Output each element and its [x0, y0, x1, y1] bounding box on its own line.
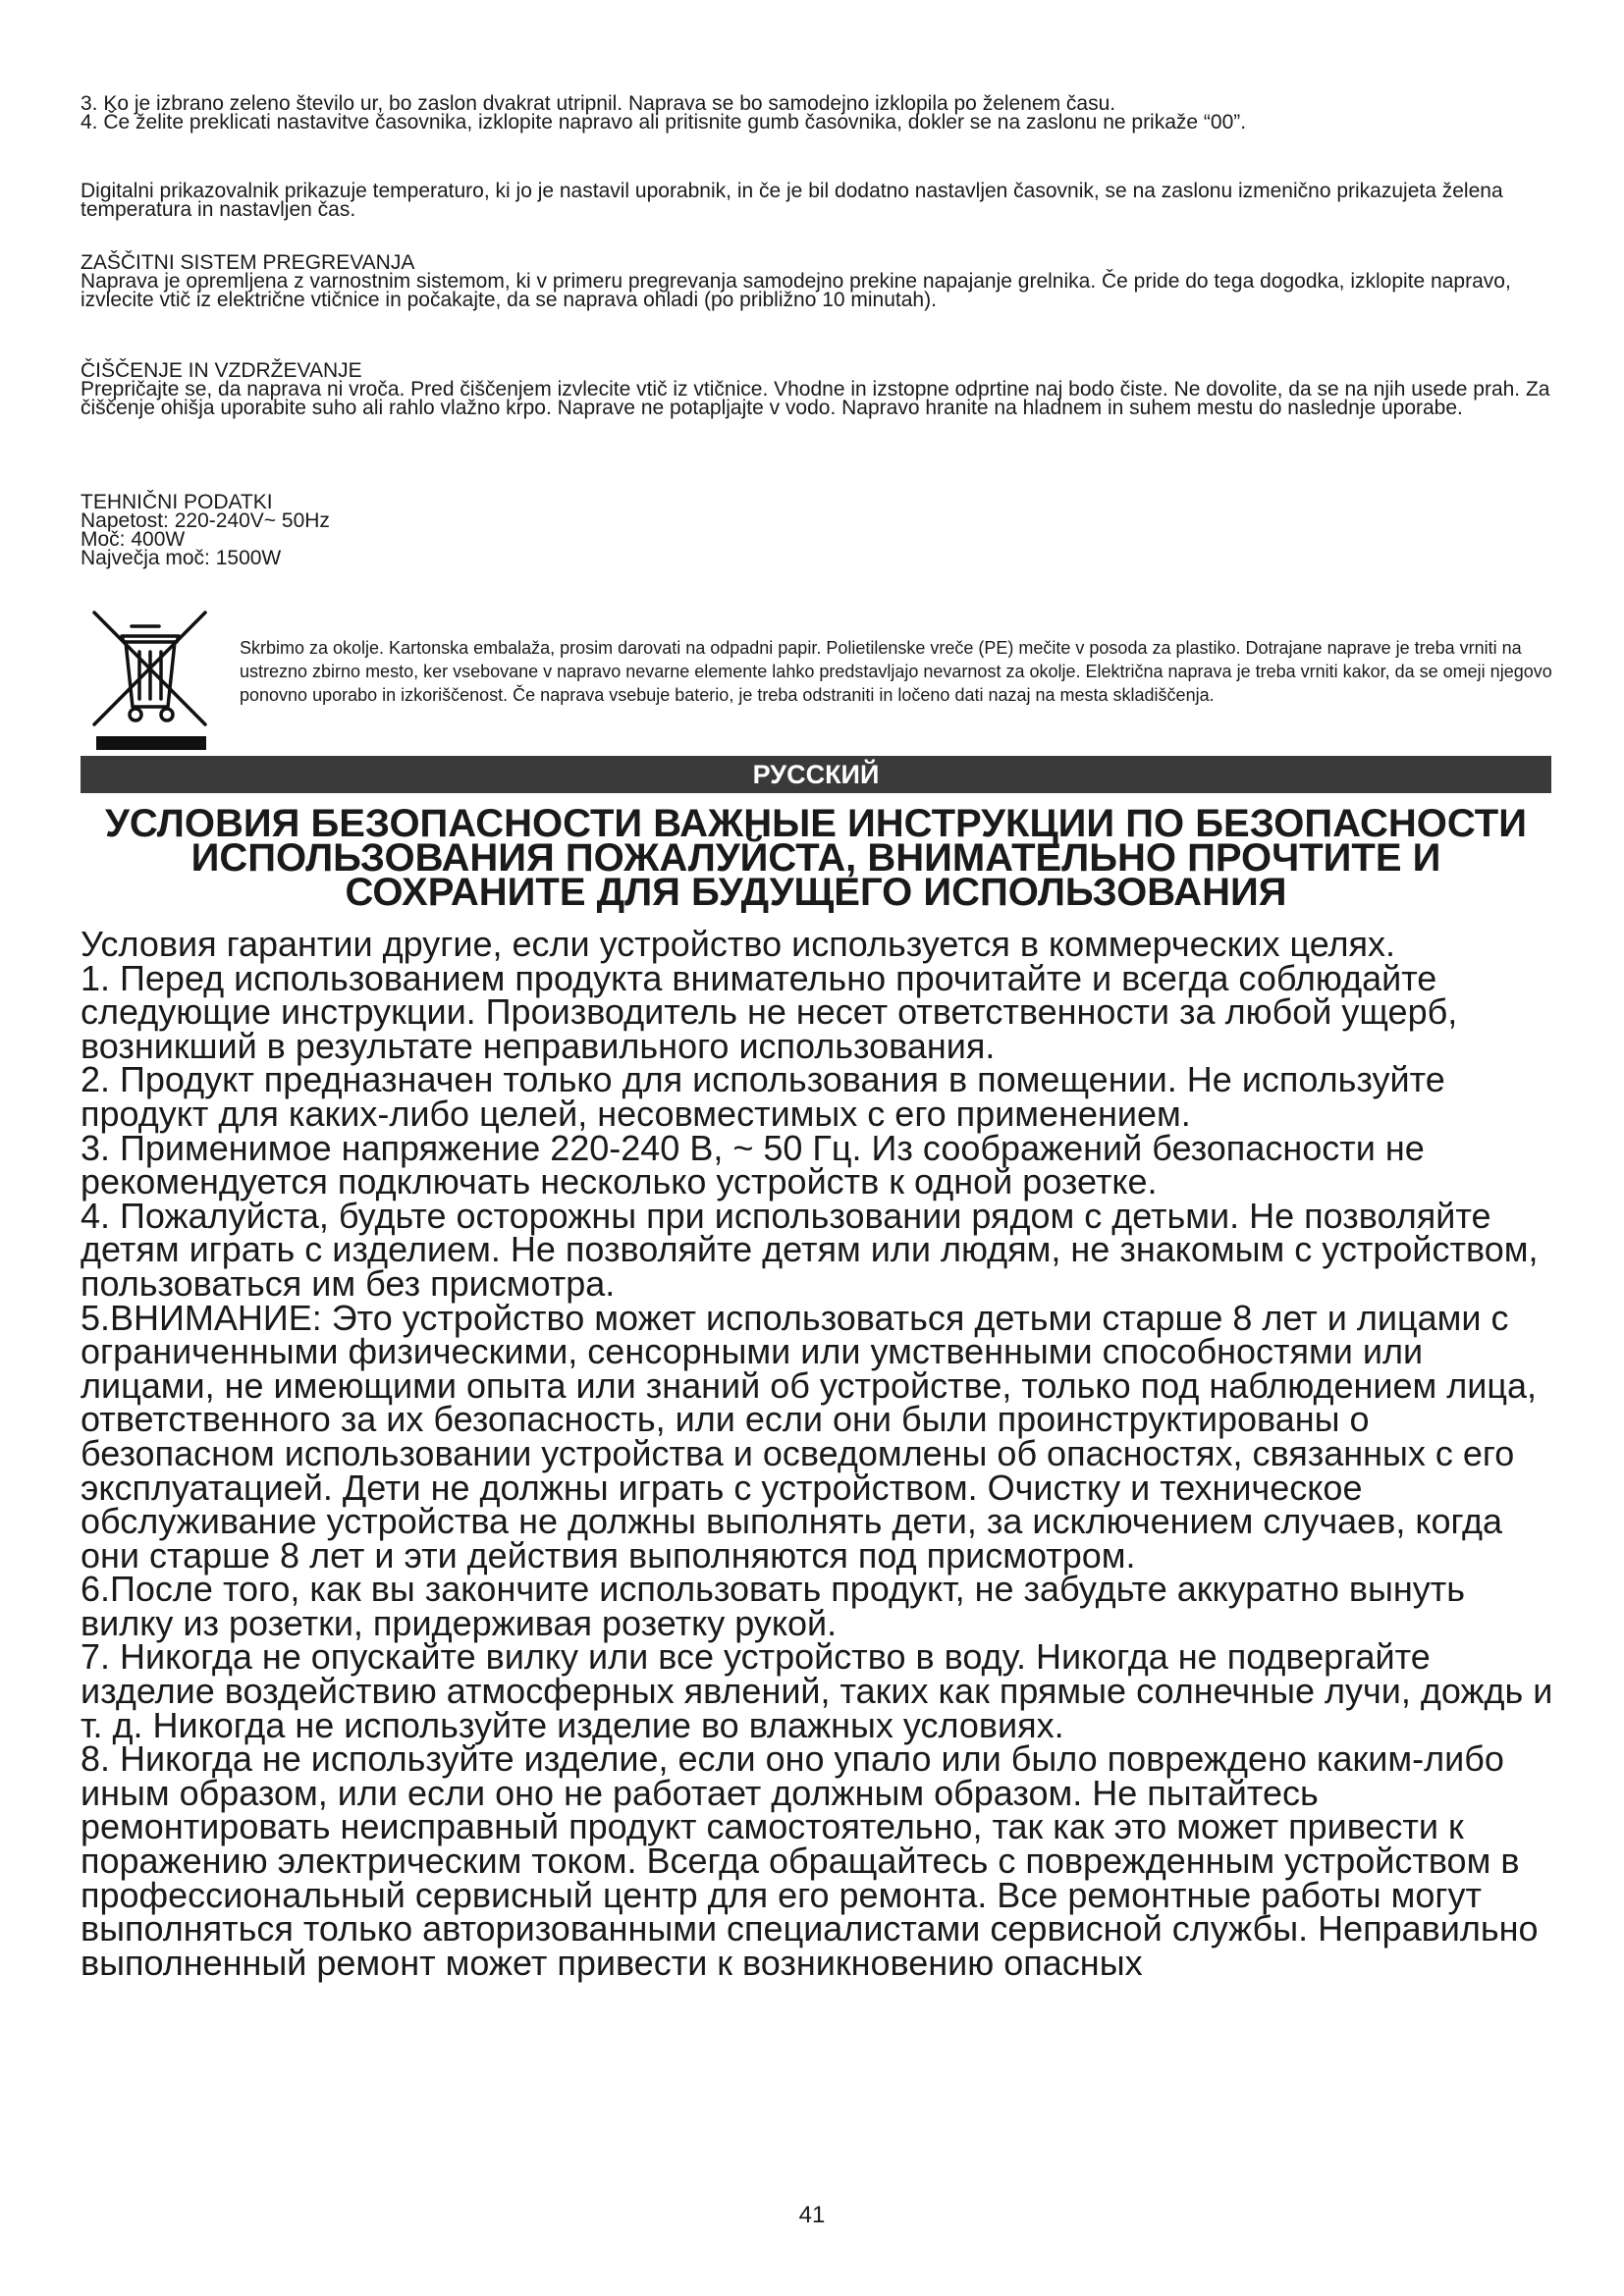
overheat-heading: ZAŠČITNI SISTEM PREGREVANJA	[81, 251, 415, 274]
slovenian-display-section	[81, 182, 1553, 219]
slovenian-overheat-section	[81, 253, 1553, 309]
cleaning-heading: ČIŠČENJE IN VZDRŽEVANJE	[81, 359, 362, 382]
language-section-bar: РУССКИЙ	[81, 756, 1551, 793]
cleaning-paragraph: Prepričajte se, da naprava ni vroča. Pred čiščenjem izvlecite vtič iz vtičnice. Vhodne in izstopne odprtine naj bodo čiste. Ne dovolite, da se na njih usede prah. Za čiščenje ohišja uporabite suho ali rahlo vlažno krpo. Naprave ne potapljajte v vodo. Napravo hranite na hladnem in suhem mestu do naslednje uporabe.	[81, 378, 1550, 419]
tech-voltage: Napetost: 220-240V~ 50Hz	[81, 509, 330, 532]
tech-heading: TEHNIČNI PODATKI	[81, 491, 273, 513]
instruction-5: 5.ВНИМАНИЕ: Это устройство может использоваться детьми старше 8 лет и лицами с ограниченными физическими, сенсорными или умственными способностями или лицами, не имеющими опыта или знаний об устройстве, только под наблюдением лица, ответственного за их безопасность, или если они были проинструктированы о безопасном использовании устройства и осведомлены об опасностях, связанных с его эксплуатацией. Дети не должны играть с устройством. Очистку и техническое обслуживание устройства не должны выполнять дети, за исключением случаев, когда они старше 8 лет и эти действия выполняются под присмотром.	[81, 1297, 1537, 1575]
slovenian-cleaning-section	[81, 361, 1553, 417]
tech-power: Moč: 400W	[81, 528, 186, 551]
instruction-7: 7. Никогда не опускайте вилку или все устройство в воду. Никогда не подвергайте изделие воздействию атмосферных явлений, таких как прямые солнечные лучи, дождь и т. д. Никогда не используйте изделие во влажных условиях.	[81, 1636, 1553, 1745]
slovenian-timer-section	[81, 94, 1553, 132]
page-number: 41	[798, 2202, 826, 2228]
russian-instructions	[81, 924, 1563, 1983]
instruction-1: 1. Перед использованием продукта внимательно прочитайте и всегда соблюдайте следующие инструкции. Производитель не несет ответственности за любой ущерб, возникший в результате неправильного использования.	[81, 957, 1458, 1066]
display-paragraph: Digitalni prikazovalnik prikazuje temperaturo, ki jo je nastavil uporabnik, in če je bil dodatno nastavljen časovnik, se na zaslonu izmenično prikazujeta želena temperatura in nastavljen čas.	[81, 180, 1503, 221]
instruction-3: 3. Применимое напряжение 220-240 В, ~ 50 Гц. Из соображений безопасности не рекомендуется подключать несколько устройств к одной розетке.	[81, 1127, 1425, 1202]
timer-step-3: 3. Ko je izbrano zeleno število ur, bo zaslon dvakrat utripnil. Naprava se bo samodejno izklopila po želenem času.	[81, 92, 1116, 115]
overheat-paragraph: Naprava je opremljena z varnostnim sistemom, ki v primeru pregrevanja samodejno prekine napajanje grelnika. Če pride do tega dogodka, izklopite napravo, izvlecite vtič iz električne vtičnice in počakajte, da se naprava ohladi (po približno 10 minutah).	[81, 270, 1511, 311]
instruction-8: 8. Никогда не используйте изделие, если оно упало или было повреждено каким-либо иным образом, или если оно не работает должным образом. Не пытайтесь ремонтировать неисправный продукт самостоятельно, так как это может привести к поражению электрическим током. Всегда обращайтесь с поврежденным устройством в профессиональный сервисный центр для его ремонта. Все ремонтные работы могут выполняться только авторизованными специалистами сервисной службы. Неправильно выполненный ремонт может привести к возникновению опасных	[81, 1738, 1539, 1983]
tech-max-power: Največja moč: 1500W	[81, 547, 282, 569]
instruction-4: 4. Пожалуйста, будьте осторожны при использовании рядом с детьми. Не позволяйте детям играть с изделием. Не позволяйте детям или людям, не знакомым с устройством, пользоваться им без присмотра.	[81, 1195, 1539, 1304]
eco-disposal-note: Skrbimo za okolje. Kartonska embalaža, prosim darovati na odpadni papir. Polietilenske vreče (PE) mečite v posoda za plastiko. Dotrajane naprave je treba vrniti na ustrezno zbirno mesto, ker vsebovane v napravo nevarne elemente lahko predstavljajo nevarnost za okolje. Električna naprava je treba vrniti kakor, da se omeji njegovo ponovno uporabo in izkoriščenost. Če naprava vsebuje baterio, je treba odstraniti in ločeno dati nazaj na mesta skladiščenja.	[240, 638, 1552, 705]
timer-step-4: 4. Če želite preklicati nastavitve časovnika, izklopite napravo ali pritisnite gumb časovnika, dokler se na zaslonu ne prikaže “00”.	[81, 111, 1247, 133]
instruction-2: 2. Продукт предназначен только для использования в помещении. Не используйте продукт для каких-либо целей, несовместимых с его применением.	[81, 1059, 1445, 1134]
instruction-6: 6.После того, как вы закончите использовать продукт, не забудьте аккуратно вынуть вилку из розетки, придерживая розетку рукой.	[81, 1569, 1466, 1643]
russian-title: УСЛОВИЯ БЕЗОПАСНОСТИ ВАЖНЫЕ ИНСТРУКЦИИ ПО БЕЗОПАСНОСТИ ИСПОЛЬЗОВАНИЯ ПОЖАЛУЙСТА, ВНИМАТЕЛЬНО ПРОЧТИТЕ И СОХРАНИТЕ ДЛЯ БУДУЩЕГО ИСПОЛЬЗОВАНИЯ	[105, 802, 1527, 914]
warranty-note: Условия гарантии другие, если устройство используется в коммерческих целях.	[81, 924, 1396, 964]
weee-crossed-bin-icon	[88, 607, 211, 754]
slovenian-tech-section	[81, 493, 1553, 567]
